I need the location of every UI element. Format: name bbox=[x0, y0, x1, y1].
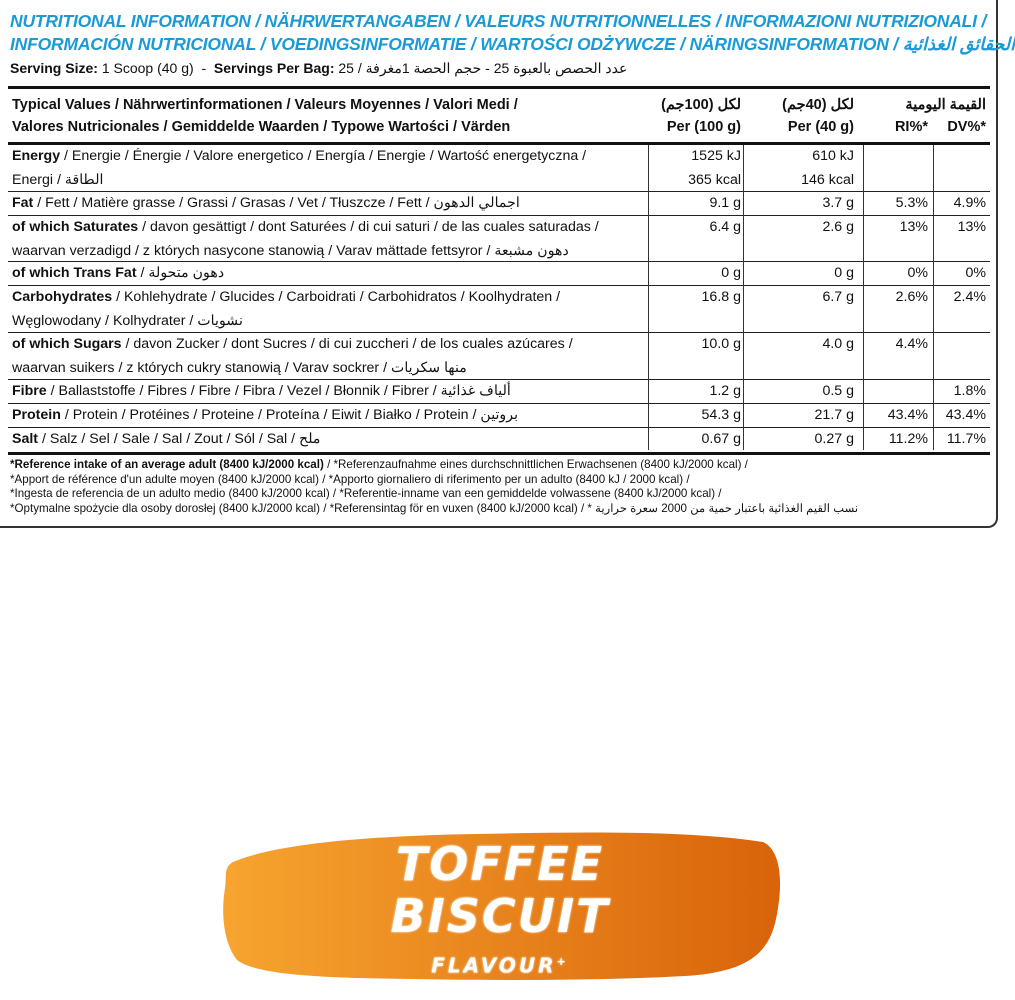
row-label bbox=[12, 428, 612, 452]
reference-notes bbox=[10, 458, 858, 516]
column-divider bbox=[743, 145, 744, 450]
row-label-bold: of which Trans Fat bbox=[12, 265, 137, 281]
row-dv bbox=[965, 262, 986, 286]
row-label-bold: Energy bbox=[12, 148, 61, 164]
row-label-bold: Salt bbox=[12, 431, 39, 447]
row-per100 bbox=[702, 428, 741, 452]
row-per100 bbox=[702, 404, 741, 428]
serving-size-label: Serving Size: bbox=[10, 60, 98, 76]
row-per40-value: 0.5 g bbox=[822, 383, 854, 399]
header-per40-arabic: لكل (40جم) bbox=[782, 97, 854, 113]
row-per40-value: 610 kJ bbox=[812, 148, 854, 164]
column-divider bbox=[933, 145, 934, 450]
row-divider bbox=[8, 452, 990, 455]
serving-info bbox=[10, 60, 627, 77]
row-ri bbox=[889, 428, 928, 452]
row-per40 bbox=[822, 286, 854, 310]
row-per100-value: 10.0 g bbox=[701, 336, 741, 352]
row-per40-value: 3.7 g bbox=[822, 195, 854, 211]
note-line-2: *Apport de référence d'un adulte moyen (8400 kJ/2000 kcal) / *Apporto giornaliero di riferimento per un adulto (8400 kJ / 2000 kcal) / bbox=[10, 472, 690, 486]
row-label-line-2: Energi / الطاقة bbox=[12, 171, 104, 188]
row-per40 bbox=[822, 333, 854, 357]
servings-per-bag-value: 25 / عدد الحصص بالعبوة 25 - حجم الحصة 1مغرفة bbox=[338, 60, 628, 76]
flavour-mark: + bbox=[556, 955, 569, 968]
row-label-bold: of which Saturates bbox=[12, 219, 139, 235]
row-label-rest: / Protein / Protéines / Proteine / Proteína / Eiwit / Białko / Protein / بروتين bbox=[60, 407, 519, 423]
row-per40 bbox=[822, 380, 854, 404]
servings-per-bag-label: Servings Per Bag: bbox=[213, 60, 335, 76]
row-label bbox=[12, 262, 612, 286]
header-label-line-1: Typical Values / Nährwertinformationen / Valeurs Moyennes / Valori Medi / bbox=[12, 97, 518, 113]
row-per100-value: 1.2 g bbox=[709, 383, 741, 399]
row-ri-value: 4.4% bbox=[895, 336, 928, 352]
row-dv-value: 4.9% bbox=[953, 195, 986, 211]
row-per40 bbox=[834, 262, 854, 286]
row-dv bbox=[947, 428, 986, 452]
row-ri-value: 2.6% bbox=[895, 289, 928, 305]
row-per100-value: 6.4 g bbox=[709, 219, 741, 235]
header-per100: Per (100 g) bbox=[666, 119, 741, 135]
nutrition-heading bbox=[10, 10, 1015, 56]
row-per100-value: 0.67 g bbox=[701, 431, 741, 447]
row-label-bold: Carbohydrates bbox=[12, 289, 113, 305]
row-per100-value: 16.8 g bbox=[701, 289, 741, 305]
row-per100 bbox=[688, 145, 741, 192]
note-line-1 bbox=[10, 458, 858, 473]
row-per40-value: 6.7 g bbox=[822, 289, 854, 305]
row-label bbox=[12, 216, 612, 263]
row-label-bold: Fat bbox=[12, 195, 34, 211]
row-dv bbox=[954, 192, 986, 216]
row-dv-value: 0% bbox=[965, 265, 986, 281]
row-per40-value: 0.27 g bbox=[814, 431, 854, 447]
note-line-1-bold: *Reference intake of an average adult (8400 kJ/2000 kcal) bbox=[10, 458, 324, 471]
row-ri bbox=[896, 192, 928, 216]
row-label-rest: / davon Zucker / dont Sucres / di cui zuccheri / de los cuales azúcares / bbox=[121, 336, 573, 352]
row-label-bold: Protein bbox=[12, 407, 61, 423]
row-per40-value: 4.0 g bbox=[822, 336, 854, 352]
header-ri: RI%* bbox=[894, 119, 928, 135]
row-label-rest: / davon gesättigt / dont Saturées / di cui saturi / de las cuales saturadas / bbox=[138, 219, 599, 235]
header-dv: DV%* bbox=[947, 119, 986, 135]
row-ri-value: 43.4% bbox=[887, 407, 928, 423]
heading-line-1: NUTRITIONAL INFORMATION / NÄHRWERTANGABEN / VALEURS NUTRITIONNELLES / INFORMAZIONI NUTRIZIONALI / bbox=[10, 11, 987, 31]
row-ri bbox=[896, 286, 928, 310]
row-per40-value-2: 146 kcal bbox=[801, 171, 854, 188]
row-per100 bbox=[721, 262, 741, 286]
row-label-rest: / Fett / Matière grasse / Grassi / Grasas / Vet / Tłuszcze / Fett / اجمالي الدهون bbox=[33, 195, 520, 211]
row-per40-value: 0 g bbox=[834, 265, 854, 281]
row-ri-value: 0% bbox=[907, 265, 928, 281]
row-per40 bbox=[815, 428, 854, 452]
row-dv-value: 11.7% bbox=[946, 431, 986, 447]
row-label-rest: / Energie / Énergie / Valore energetico / Energía / Energie / Wartość energetyczna / bbox=[60, 148, 587, 164]
header-top-rule bbox=[8, 86, 990, 89]
row-dv-value: 13% bbox=[957, 219, 986, 235]
row-ri bbox=[896, 333, 928, 357]
row-label bbox=[12, 192, 612, 216]
row-label-bold: of which Sugars bbox=[12, 336, 122, 352]
note-line-1-rest: / *Referenzaufnahme eines durchschnittlichen Erwachsenen (8400 kJ/2000 kcal) / bbox=[323, 458, 748, 471]
row-label bbox=[12, 404, 612, 428]
header-daily-arabic: القيمة اليومية bbox=[905, 97, 986, 113]
row-per100 bbox=[709, 380, 741, 404]
row-per100 bbox=[709, 216, 741, 240]
flavour-word: FLAVOUR bbox=[431, 953, 557, 978]
row-dv bbox=[954, 286, 986, 310]
row-dv bbox=[954, 380, 986, 404]
row-label-rest: / دهون متحولة bbox=[136, 265, 225, 281]
heading-line-2: INFORMACIÓN NUTRICIONAL / VOEDINGSINFORMATIE / WARTOŚCI ODŻYWCZE / NÄRINGSINFORMATION / الحقائق الغذائية bbox=[10, 34, 1015, 54]
row-ri bbox=[888, 404, 928, 428]
row-label-bold: Fibre bbox=[12, 383, 47, 399]
row-per100-value: 54.3 g bbox=[701, 407, 741, 423]
row-label-line-2: waarvan verzadigd / z których nasycone stanowią / Varav mättade fettsyror / دهون مشبعة bbox=[12, 242, 569, 259]
flavour-line-3 bbox=[0, 950, 1000, 978]
row-dv bbox=[958, 216, 986, 240]
row-per100-value-2: 365 kcal bbox=[688, 171, 741, 188]
row-per100-value: 0 g bbox=[721, 265, 741, 281]
flavour-line-2: BISCUIT bbox=[390, 889, 610, 943]
header-per100-arabic: لكل (100جم) bbox=[661, 97, 741, 113]
note-line-4: *Optymalne spożycie dla osoby dorosłej (8400 kJ/2000 kcal) / *Referensintag för en vuxen (8400 kJ/2000 kcal) / * نسب القيم الغذائية باعتبار حمية من 2000 سعرة حرارية bbox=[10, 501, 859, 515]
row-per100-value: 9.1 g bbox=[709, 195, 741, 211]
serving-separator: - bbox=[201, 60, 207, 76]
row-label-rest: / Salz / Sel / Sale / Sal / Zout / Sól / Sal / ملح bbox=[38, 431, 321, 447]
row-ri-value: 5.3% bbox=[895, 195, 928, 211]
row-dv-value: 1.8% bbox=[953, 383, 986, 399]
row-per40 bbox=[822, 192, 854, 216]
row-label bbox=[12, 333, 612, 380]
serving-size-value: 1 Scoop (40 g) bbox=[101, 60, 194, 76]
flavour-line-1: TOFFEE bbox=[395, 837, 605, 891]
row-label-line-2: Węglowodany / Kolhydrater / نشويات bbox=[12, 312, 243, 329]
column-divider bbox=[648, 145, 649, 450]
row-dv-value: 2.4% bbox=[953, 289, 986, 305]
row-ri bbox=[900, 216, 928, 240]
row-per100 bbox=[709, 192, 741, 216]
header-label-line-2: Valores Nutricionales / Gemiddelde Waarden / Typowe Wartości / Värden bbox=[12, 119, 511, 135]
row-per40-value: 21.7 g bbox=[814, 407, 854, 423]
row-ri bbox=[907, 262, 928, 286]
row-dv-value: 43.4% bbox=[945, 407, 986, 423]
row-label bbox=[12, 380, 612, 404]
row-label-rest: / Kohlehydrate / Glucides / Carboidrati / Carbohidratos / Koolhydraten / bbox=[112, 289, 561, 305]
row-ri-value: 11.2% bbox=[888, 431, 928, 447]
row-dv bbox=[946, 404, 986, 428]
row-label bbox=[12, 145, 612, 192]
row-per40 bbox=[815, 404, 854, 428]
header-per40: Per (40 g) bbox=[787, 119, 854, 135]
row-per40 bbox=[801, 145, 854, 192]
row-ri-value: 13% bbox=[899, 219, 928, 235]
table-header bbox=[0, 94, 996, 140]
row-per40-value: 2.6 g bbox=[822, 219, 854, 235]
row-per100 bbox=[702, 333, 741, 357]
column-divider bbox=[863, 145, 864, 450]
row-label bbox=[12, 286, 612, 333]
row-per100 bbox=[702, 286, 741, 310]
row-label-line-2: waarvan suikers / z których cukry stanowią / Varav sockrer / منها سكريات bbox=[12, 359, 467, 376]
row-label-rest: / Ballaststoffe / Fibres / Fibre / Fibra / Vezel / Błonnik / Fibrer / ألياف غذائية bbox=[46, 383, 511, 399]
row-per40 bbox=[822, 216, 854, 240]
note-line-3: *Ingesta de referencia de un adulto medio (8400 kJ/2000 kcal) / *Referentie-inname van een gemiddelde volwassene (8400 kJ/2000 kcal) / bbox=[10, 487, 722, 501]
row-per100-value: 1525 kJ bbox=[691, 148, 741, 164]
